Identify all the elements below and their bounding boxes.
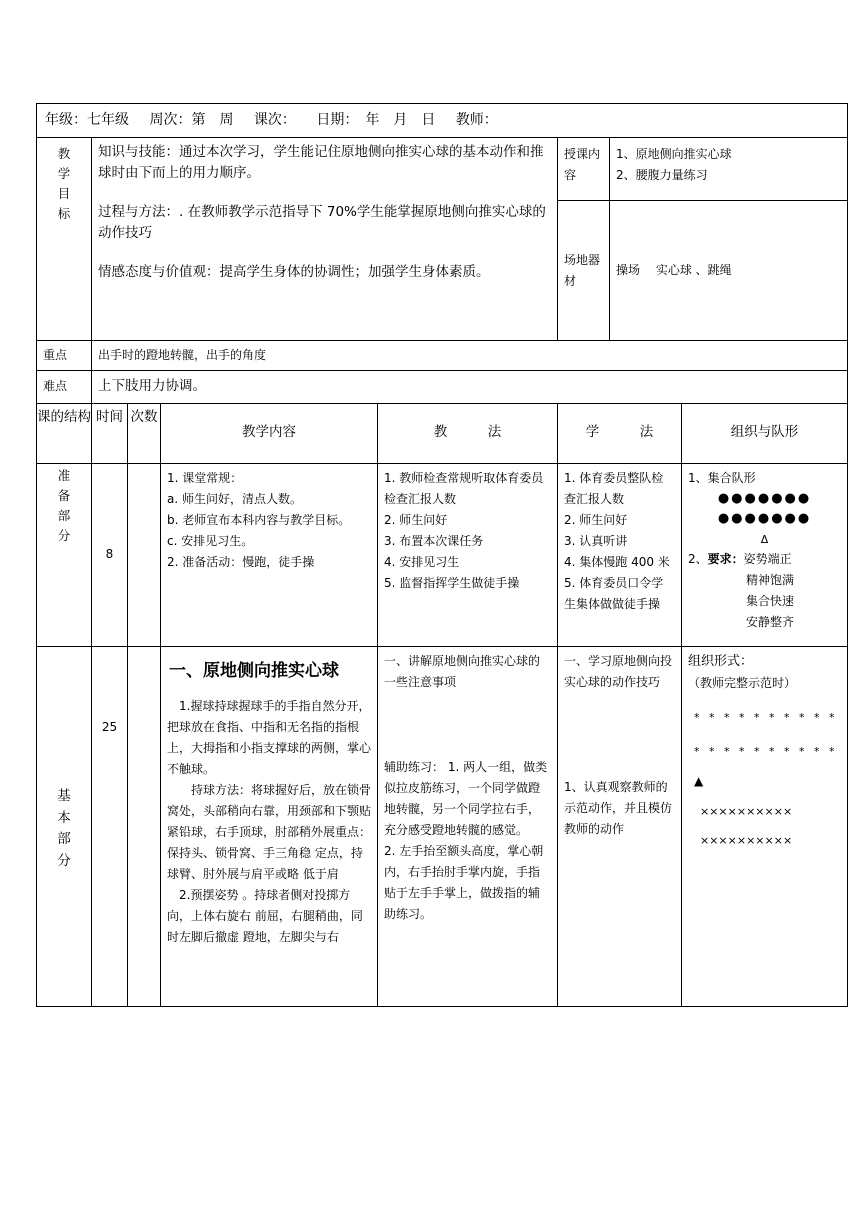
prep-content (161, 463, 378, 646)
formation-dots-row: ●●●●●●● (717, 490, 812, 506)
objective-process: 过程与方法：. 在教师教学示范指导下 70%学生能掌握原地侧向推实心球的动作技巧 (98, 203, 546, 241)
basic-row (37, 646, 848, 1006)
basic-learn (558, 646, 682, 1006)
students-star-row: * * * * * * * * * * (694, 711, 838, 725)
teacher-marker-icon: ▲ (694, 773, 704, 788)
req-prefix: 2、 (688, 552, 708, 567)
week-label: 周次：第 周 (149, 112, 234, 129)
prep-learn-line: 2. 师生问好 (564, 512, 628, 527)
col-org: 组织与队形 (682, 403, 848, 463)
prep-content-line: c. 安排见习生。 (167, 533, 254, 548)
basic-org (682, 646, 848, 1006)
basic-time: 25 (92, 646, 128, 1006)
prep-time: 8 (92, 463, 128, 646)
objective-emotion: 情感态度与价值观：提高学生身体的协调性；加强学生身体素质。 (98, 263, 490, 280)
key-point-label: 重点 (37, 341, 92, 371)
basic-content-para: 1.握球持球握球手的手指自然分开，把球放在食指、中指和无名指的指根上，大拇指和小指支撑球的两侧，掌心不触球。 (167, 699, 372, 777)
venue-text: 操场 实心球 、跳绳 (610, 201, 848, 341)
basic-teach-intro: 一、讲解原地侧向推实心球的一些注意事项 (384, 653, 541, 689)
teacher-triangle-icon: Δ (760, 533, 769, 547)
col-teach: 教 法 (378, 403, 558, 463)
prep-learn-line: 4. 集体慢跑 400 米 (564, 554, 670, 569)
grade-label: 年级：七年级 (45, 112, 129, 129)
req-item: 集合快速 (746, 594, 795, 609)
basic-title: 一、原地侧向推实心球 (169, 660, 339, 681)
prep-content-line: b. 老师宣布本科内容与教学目标。 (167, 512, 351, 527)
difficulty-text: 上下肢用力协调。 (92, 371, 848, 404)
basic-learn-detail: 1、认真观察教师的示范动作，并且模仿教师的动作 (564, 779, 673, 836)
col-time: 时间 (92, 403, 128, 463)
difficulty-label: 难点 (37, 371, 92, 404)
difficulty-row (37, 371, 848, 404)
prep-learn-line: 3. 认真听讲 (564, 533, 628, 548)
students-x-row: ×××××××××× (700, 834, 793, 848)
key-point-text: 出手时的蹬地转髋，出手的角度 (92, 341, 848, 371)
prep-learn-line: 1. 体育委员整队检查汇报人数 (564, 470, 664, 506)
students-star-row: * * * * * * * * * * (694, 744, 838, 758)
formation-dots-row: ●●●●●●● (717, 511, 812, 527)
objectives-label: 教 学 目 标 (37, 138, 92, 341)
venue-label: 场地器材 (558, 201, 610, 341)
key-point-row (37, 341, 848, 371)
basic-teach-aux: 辅助练习： 1. 两人一组，做类似拉皮筋练习，一个同学做蹬地转髋，另一个同学拉右手，充分感受蹬地转髋的感觉。 (384, 759, 548, 837)
objectives-row-1 (37, 138, 848, 201)
prep-content-line: a. 师生问好，清点人数。 (167, 491, 302, 506)
basic-label: 基 本 部 分 (37, 646, 92, 1006)
basic-teach (378, 646, 558, 1006)
date-label: 日期： 年 月 日 (316, 112, 436, 129)
prep-teach-line: 1. 教师检查常规听取体育委员检查汇报人数 (384, 470, 544, 506)
basic-content-para: 持球方法：将球握好后，放在锁骨窝处，头部稍向右靠，用颈部和下颚贴紧铅球，右手顶球，肘部稍外展重点：保持头、锁骨窝、手三角稳 定点，持球臂、肘外展与肩平或略 低于肩 (167, 783, 372, 882)
req-label: 要求： (707, 552, 744, 567)
lesson-plan-table (36, 103, 848, 1007)
prep-learn-line: 5. 体育委员口令学生集体做做徒手操 (564, 575, 664, 611)
prep-content-line: 2. 准备活动：慢跑，徒手操 (167, 554, 315, 569)
objective-knowledge: 知识与技能：通过本次学习，学生能记住原地侧向推实心球的基本动作和推球时由下而上的用力顺序。 (98, 144, 544, 181)
content-label: 授课内容 (558, 138, 610, 201)
prep-learn (558, 463, 682, 646)
prep-teach-line: 4. 安排见习生 (384, 554, 460, 569)
prep-teach-line: 2. 师生问好 (384, 512, 448, 527)
col-structure: 课的结构 (37, 403, 92, 463)
req-item: 姿势端正 (743, 552, 792, 567)
basic-count (128, 646, 161, 1006)
col-content: 教学内容 (161, 403, 378, 463)
content-item: 2、腰腹力量练习 (616, 168, 708, 182)
content-list (610, 138, 848, 201)
content-item: 1、原地侧向推实心球 (616, 147, 732, 161)
prep-label: 准 备 部 分 (37, 463, 92, 646)
basic-org-title: 组织形式： (688, 653, 754, 669)
col-learn: 学 法 (558, 403, 682, 463)
requirements (688, 549, 841, 633)
basic-learn-intro: 一、学习原地侧向投实心球的动作技巧 (564, 653, 673, 689)
col-count: 次数 (128, 403, 161, 463)
prep-teach-line: 3. 布置本次课任务 (384, 533, 484, 548)
basic-content-para: 2.预摆姿势 。持球者侧对投掷方向，上体右旋右 前屈，右腿稍曲，同时左脚后撤虚 蹬地，左脚尖与右 (167, 888, 363, 945)
prep-teach (378, 463, 558, 646)
students-x-row: ×××××××××× (700, 804, 793, 818)
req-item: 精神饱满 (746, 573, 795, 588)
teacher-label: 教师： (455, 112, 498, 129)
header-cell (37, 104, 848, 138)
objectives-text (92, 138, 558, 341)
prep-org-title: 1、集合队形 (688, 470, 756, 485)
header-row (37, 104, 848, 138)
prep-org (682, 463, 848, 646)
prep-count (128, 463, 161, 646)
prep-row (37, 463, 848, 646)
basic-org-sub: （教师完整示范时） (688, 676, 797, 691)
lesson-label: 课次： (253, 112, 296, 129)
basic-teach-aux2: 2. 左手抬至额头高度，掌心朝内，右手抬肘手掌内旋，手指贴于左手手掌上，做拨指的辅助练习。 (384, 843, 544, 921)
req-item: 安静整齐 (746, 615, 795, 630)
basic-content (161, 646, 378, 1006)
prep-content-line: 1. 课堂常规： (167, 470, 243, 485)
prep-teach-line: 5. 监督指挥学生做徒手操 (384, 575, 520, 590)
column-header-row (37, 403, 848, 463)
